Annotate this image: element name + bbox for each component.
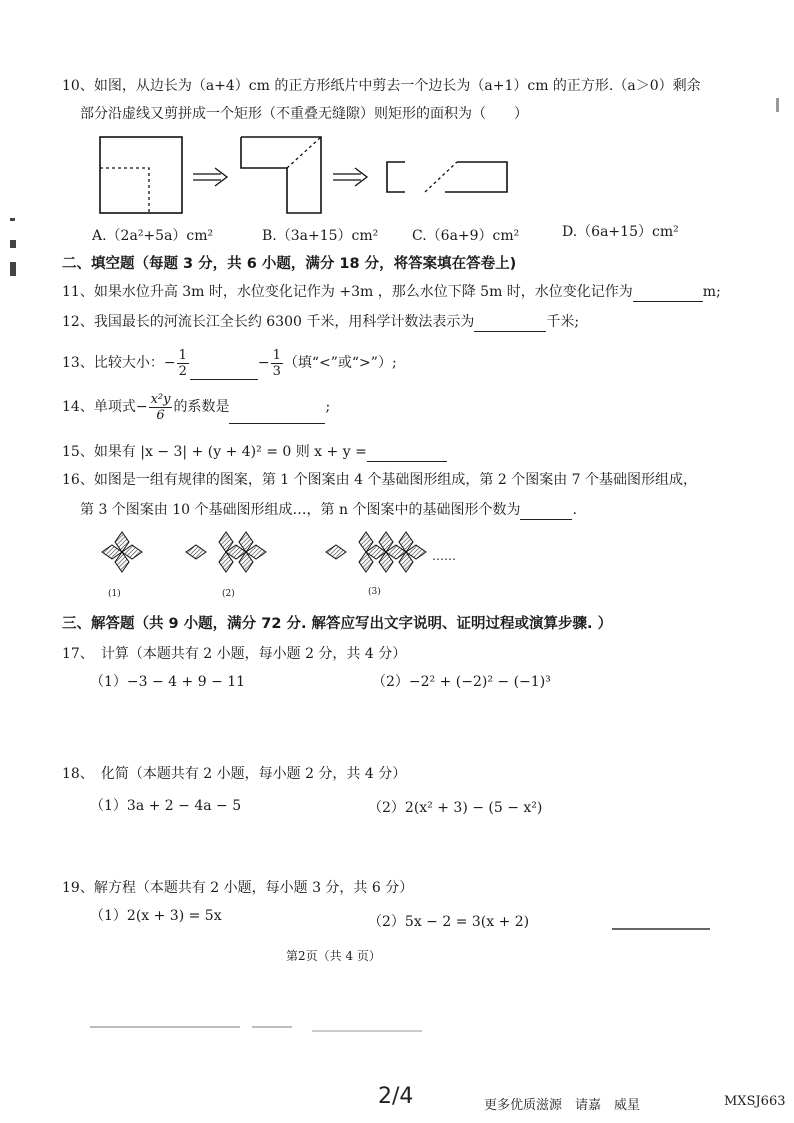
- fraction-numerator: 1: [178, 347, 187, 363]
- q12-text: 12、我国最长的河流长江全长约 6300 千米，用科学计数法表示为: [62, 314, 475, 330]
- fraction-denominator: 2: [178, 363, 187, 379]
- q12-answer-blank[interactable]: [474, 317, 546, 332]
- q19-part1: （1）2(x + 3) = 5x: [90, 908, 222, 924]
- q13: [62, 346, 397, 380]
- fraction-denominator: 6: [156, 407, 165, 423]
- pattern-label-1: (1): [108, 589, 121, 599]
- q17-part1: （1）−3 − 4 + 9 − 11: [90, 674, 246, 690]
- q13-tail: （填“<”或“>”）;: [283, 355, 397, 371]
- fraction-third: [271, 348, 283, 379]
- page-footer: 第2页（共 4 页）: [286, 949, 381, 963]
- q15-answer-blank[interactable]: [367, 447, 447, 462]
- scan-streak: [312, 1030, 422, 1032]
- scan-streak: [612, 928, 710, 930]
- q15: [62, 442, 447, 462]
- pattern-1: [102, 532, 142, 572]
- pattern-label-2: (2): [222, 589, 235, 599]
- q16-tail: .: [572, 502, 577, 518]
- q18-part2: （2）2(x² + 3) − (5 − x²): [368, 800, 543, 816]
- q16-line1: 16、如图是一组有规律的图案，第 1 个图案由 4 个基础图形组成，第 2 个图案由 7 个基础图形组成，: [62, 472, 698, 488]
- q16-answer-blank[interactable]: [520, 505, 572, 520]
- q10-figure: [95, 132, 525, 218]
- section3-title: 三、解答题（共 9 小题，满分 72 分. 解答应写出文字说明、证明过程或演算步骤. ）: [62, 616, 613, 632]
- fraction-half: [177, 348, 189, 379]
- q19-part2: （2）5x − 2 = 3(x + 2): [368, 914, 530, 930]
- fraction-numerator: 1: [272, 347, 281, 363]
- scan-mark: [10, 240, 16, 248]
- page-indicator: 2/4: [378, 1084, 414, 1109]
- q16-text: 第 3 个图案由 10 个基础图形组成…，第 n 个图案中的基础图形个数为: [80, 502, 521, 518]
- q10-option-a: A.（2a²+5a）cm²: [92, 228, 214, 244]
- q19-title: 19、解方程（本题共有 2 小题，每小题 3 分，共 6 分）: [62, 880, 414, 896]
- q11-text: 11、如果水位升高 3m 时，水位变化记作为 +3m ，那么水位下降 5m 时，水位变化记作为: [62, 284, 633, 300]
- q13-answer-blank[interactable]: [190, 361, 258, 380]
- q11-answer-blank[interactable]: [633, 287, 703, 302]
- fraction-numerator: x²y: [150, 391, 171, 407]
- q16-patterns: [96, 524, 476, 600]
- scan-mark: [10, 218, 15, 221]
- q15-text: 15、如果有 |x − 3| + (y + 4)² = 0 则 x + y =: [62, 444, 367, 460]
- minus-sign: −: [135, 399, 148, 415]
- q11-tail: m;: [702, 284, 721, 300]
- q11: [62, 282, 721, 302]
- scan-streak: [90, 1026, 240, 1028]
- q14-mid: 的系数是: [173, 399, 230, 415]
- q10-option-b: B.（3a+15）cm²: [262, 228, 379, 244]
- q18-part1: （1）3a + 2 − 4a − 5: [90, 798, 242, 814]
- pattern-label-3: (3): [368, 587, 381, 597]
- minus-sign: −: [163, 355, 176, 371]
- monomial-fraction: [149, 392, 173, 423]
- q13-label: 13、比较大小：: [62, 355, 164, 371]
- q17-part2: （2）−2² + (−2)² − (−1)³: [372, 674, 551, 690]
- pattern-3: [326, 532, 426, 572]
- q16-line2: [80, 500, 577, 520]
- q10-line1: 10、如图，从边长为（a+4）cm 的正方形纸片中剪去一个边长为（a+1）cm 的正方形.（a＞0）剩余: [62, 78, 701, 94]
- arrow-right-icon: [333, 168, 367, 186]
- q16-dots: ……: [432, 549, 456, 563]
- q10-line2: 部分沿虚线又剪拼成一个矩形（不重叠无缝隙）则矩形的面积为（ ）: [80, 106, 528, 122]
- section2-title: 二、填空题（每题 3 分，共 6 小题，满分 18 分，将答案填在答卷上): [62, 256, 517, 272]
- q14-label: 14、单项式: [62, 399, 136, 415]
- scan-streak: [252, 1026, 292, 1028]
- bottom-code: MXSJ663: [724, 1094, 786, 1109]
- minus-sign: −: [257, 355, 270, 371]
- scan-mark: [10, 262, 16, 276]
- q14: [62, 390, 330, 424]
- bottom-caption: 更多优质滋源 请嘉 威星: [484, 1098, 641, 1113]
- fraction-denominator: 3: [272, 363, 281, 379]
- pattern-2: [186, 532, 266, 572]
- arrow-right-icon: [193, 168, 227, 186]
- q17-title: 17、 计算（本题共有 2 小题，每小题 2 分，共 4 分）: [62, 646, 407, 662]
- q12-tail: 千米;: [546, 314, 580, 330]
- scan-mark: [776, 98, 779, 112]
- q10-option-c: C.（6a+9）cm²: [412, 228, 520, 244]
- q10-option-d: D.（6a+15）cm²: [562, 224, 679, 240]
- q12: [62, 312, 579, 332]
- q18-title: 18、 化简（本题共有 2 小题，每小题 2 分，共 4 分）: [62, 766, 407, 782]
- q14-answer-blank[interactable]: [229, 405, 325, 424]
- q14-tail: ;: [325, 399, 331, 415]
